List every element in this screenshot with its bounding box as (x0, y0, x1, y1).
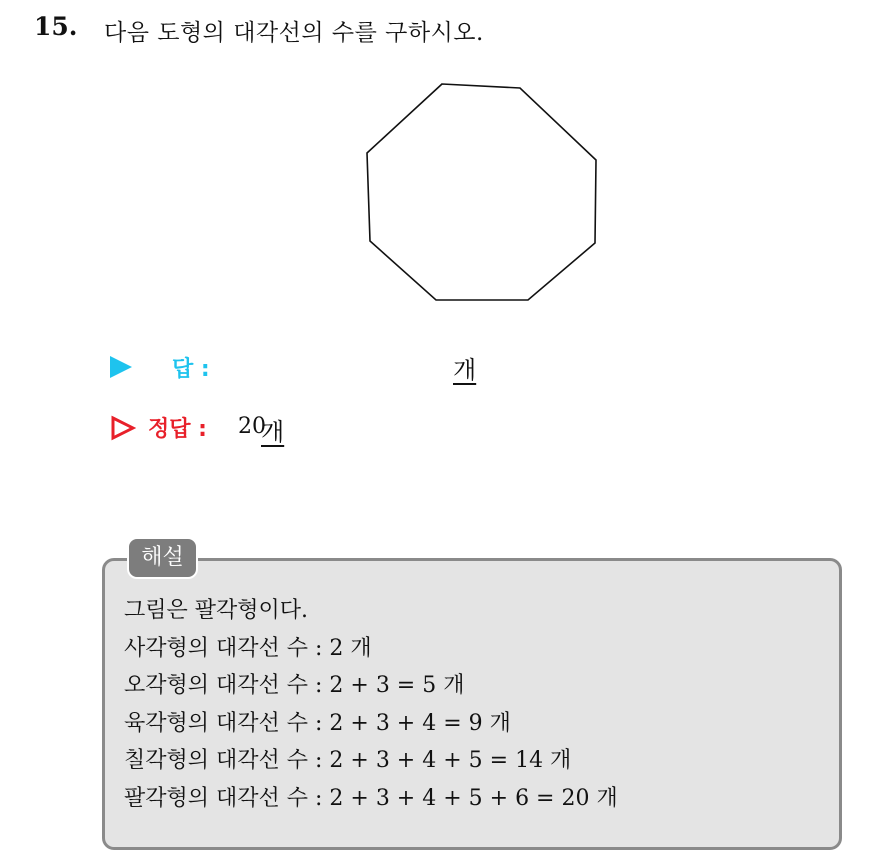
correct-answer-row (110, 412, 410, 446)
question-number: 15. (34, 12, 78, 41)
solution-line: 그림은 팔각형이다. (124, 598, 309, 623)
answer-row (110, 350, 530, 384)
correct-answer-label: 정답 : (148, 417, 207, 442)
octagon-figure (360, 78, 605, 308)
play-triangle-icon (110, 356, 132, 378)
question-text: 다음 도형의 대각선의 수를 구하시오. (104, 20, 484, 46)
solution-line: 칠각형의 대각선 수 : 2 + 3 + 4 + 5 = 14 개 (124, 748, 572, 773)
correct-answer-unit: 개 (261, 418, 285, 446)
solution-line: 오각형의 대각선 수 : 2 + 3 = 5 개 (124, 673, 465, 698)
solution-line: 팔각형의 대각선 수 : 2 + 3 + 4 + 5 + 6 = 20 개 (124, 785, 618, 811)
answer-unit: 개 (453, 356, 477, 384)
solution-tag: 해설 (127, 537, 198, 579)
outline-triangle-icon (110, 415, 136, 441)
answer-label: 답 : (172, 357, 210, 382)
solution-line: 사각형의 대각선 수 : 2 개 (124, 635, 372, 661)
correct-answer-value: 20 (238, 414, 266, 439)
solution-lines (124, 592, 618, 817)
octagon-shape (367, 84, 596, 300)
solution-line: 육각형의 대각선 수 : 2 + 3 + 4 = 9 개 (124, 710, 511, 736)
